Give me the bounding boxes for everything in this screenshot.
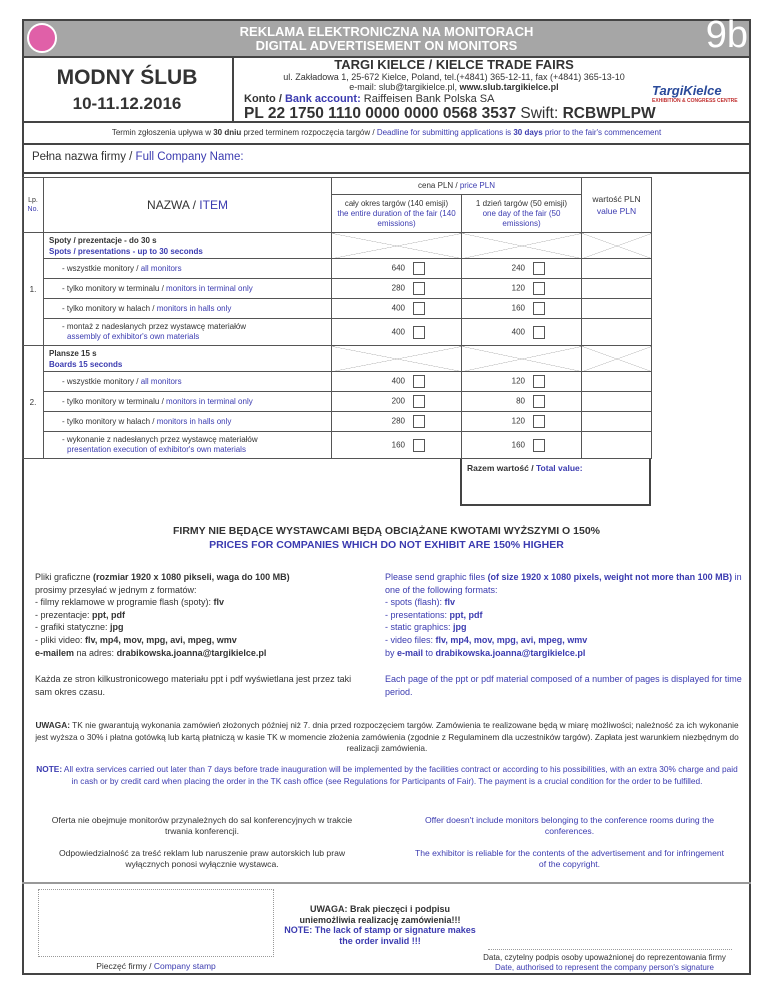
bold-text: jpg [110, 622, 124, 633]
divider [22, 172, 751, 174]
price-table [22, 177, 652, 459]
lp-en: No. [27, 206, 39, 213]
organizer-address: ul. Zakładowa 1, 25-672 Kielce, Poland, tel.(+4841) 365-12-11, fax (+4841) 365-13-10 [283, 72, 625, 82]
deadline-pl: Termin zgłoszenia upływa w [111, 128, 214, 137]
text-line [35, 571, 370, 584]
price-cell-full [332, 299, 462, 319]
price-value: 400 [391, 303, 405, 313]
item-name [44, 279, 332, 299]
price-cell-day [462, 432, 582, 459]
signature-label [458, 953, 751, 973]
liability-en: The exhibitor is reliable for the contents of the advertisement and for infringement of the copyright. [414, 848, 725, 869]
order-checkbox[interactable] [533, 395, 545, 408]
uwaga-label: UWAGA: [35, 720, 71, 730]
bold-text: ppt, pdf [92, 609, 126, 620]
organizer-www[interactable]: www.slub.targikielce.pl [459, 82, 559, 92]
stamp-en: Company stamp [153, 961, 216, 971]
stamp-warning [282, 904, 478, 946]
text: - presentations: [385, 609, 450, 620]
item-name-en: monitors in terminal only [166, 396, 253, 406]
text-line [385, 621, 745, 634]
files-pl [35, 571, 370, 659]
text: to [423, 647, 436, 658]
organizer [234, 57, 674, 92]
item-name-en: all monitors [140, 263, 182, 273]
crossed-cell [332, 233, 462, 259]
item-name [44, 299, 332, 319]
text: in one of the following formats: [385, 572, 742, 595]
price-value: 200 [391, 396, 405, 406]
title-pl: REKLAMA ELEKTRONICZNA NA MONITORACH [239, 24, 534, 39]
item-name-pl: - tylko monitory w halach / [62, 303, 157, 313]
files-en [385, 571, 745, 659]
signature-line[interactable] [488, 949, 732, 950]
order-checkbox[interactable] [413, 439, 425, 452]
organizer-email: e-mail: slub@targikielce.pl, [349, 82, 460, 92]
col2-pl: 1 dzień targów (50 emisji) [475, 198, 568, 208]
text: prosimy przesyłać w jednym z formatów: [35, 584, 197, 595]
value-cell[interactable] [582, 432, 652, 459]
event-box [22, 57, 234, 121]
bold-text: e-mailem [35, 647, 75, 658]
price-value: 160 [391, 440, 405, 450]
text-line [35, 621, 370, 634]
bank-label-pl: Konto / [244, 93, 285, 105]
section-title-pl: Plansze 15 s [49, 348, 97, 358]
bold-text: drabikowska.joanna@targikielce.pl [435, 647, 586, 658]
iban [244, 106, 656, 122]
bold-text: flv [444, 597, 456, 608]
liability-pl: Odpowiedzialność za treść reklam lub naruszenie praw autorskich lub praw wyłącznych ponosi wyłącznie wystawca. [58, 848, 346, 869]
text: - filmy reklamowe w programie flash (spoty): [35, 597, 214, 608]
price-value: 80 [516, 396, 525, 406]
deadline-en-end: prior to the fair's commencement [542, 128, 662, 137]
bold-text: jpg [453, 622, 467, 633]
bold-text: (of size 1920 x 1080 pixels, weight not more than 100 MB) [487, 572, 733, 582]
price-value: 400 [511, 327, 525, 337]
text: - grafiki statyczne: [35, 622, 111, 633]
value-header [582, 178, 652, 233]
value-cell[interactable] [582, 319, 652, 346]
text-line [385, 647, 745, 660]
crossed-cell [462, 346, 582, 372]
col-full-header [332, 195, 462, 233]
price-value: 280 [391, 416, 405, 426]
text: - pliki video: [35, 634, 86, 645]
text: Pliki graficzne [35, 572, 94, 582]
stamp-pl: Pieczęć firmy / [96, 961, 154, 971]
item-name-pl: - wykonanie z nadesłanych przez wystawcę materiałów [62, 435, 258, 444]
section-row [23, 233, 652, 259]
sig-en: Date, authorised to represent the company person's signature [495, 963, 714, 972]
section-title-pl: Spoty / prezentacje - do 30 s [49, 235, 157, 245]
text: - prezentacje: [35, 609, 93, 620]
logo-text: TargiKielce [652, 83, 722, 98]
total-en: Total value: [535, 463, 583, 473]
targi-kielce-logo [652, 84, 738, 104]
table-row [23, 279, 652, 299]
price-cell-full [332, 412, 462, 432]
price-cell-day [462, 259, 582, 279]
stamp-label [38, 961, 274, 971]
swift-code: RCBWPLPW [562, 105, 656, 122]
item-name [44, 432, 332, 459]
price-cell-full [332, 432, 462, 459]
swift-label: Swift: [516, 105, 563, 122]
note-label: NOTE: [36, 764, 63, 774]
price-cell-day [462, 392, 582, 412]
deadline-pl-end: przed terminem rozpoczęcia targów / [241, 128, 377, 137]
offer-pl: Oferta nie obejmuje monitorów przynależnych do sal konferencyjnych w trakcie trwania konferencji. [51, 815, 353, 836]
price-value: 240 [511, 263, 525, 273]
title-en: DIGITAL ADVERTISEMENT ON MONITORS [255, 38, 518, 53]
item-name [44, 319, 332, 346]
bold-text: drabikowska.joanna@targikielce.pl [116, 647, 267, 658]
table-row [23, 392, 652, 412]
value-cell[interactable] [582, 279, 652, 299]
bold-text: ppt, pdf [449, 609, 483, 620]
item-name-pl: - montaż z nadesłanych przez wystawcę materiałów [62, 322, 247, 331]
organizer-name: TARGI KIELCE / KIELCE TRADE FAIRS [334, 57, 574, 72]
order-checkbox[interactable] [533, 439, 545, 452]
item-name [44, 412, 332, 432]
price-pl: cena PLN / [418, 181, 460, 190]
deadline-en-bold: 30 days [513, 128, 543, 137]
item-name-en: monitors in halls only [156, 416, 232, 426]
text-line [385, 634, 745, 647]
price-cell-full [332, 319, 462, 346]
price-cell-full [332, 392, 462, 412]
text-line [385, 596, 745, 609]
text: - static graphics: [385, 622, 454, 633]
text-line [35, 634, 370, 647]
bold-text: flv [213, 597, 225, 608]
item-name-pl: - wszystkie monitory / [62, 376, 141, 386]
section-title [44, 346, 332, 372]
sig-pl: Data, czytelny podpis osoby upoważnionej do reprezentowania firmy [483, 953, 726, 962]
event-name: MODNY ŚLUB [56, 66, 198, 89]
bold-text: flv, mp4, mov, mpg, avi, mpeg, wmv [435, 634, 588, 645]
note-text: All extra services carried out later than 7 days before trade inauguration will be implemented by the facilities contract or according to his possibilities, with an extra 30% charge and paid in cash or by credit card when placing the order in the TK cash office (see Regulations for Participants of Fair). The payment is a crucial condition for the order to be fulfilled. [62, 764, 738, 786]
price-cell-day [462, 319, 582, 346]
value-cell[interactable] [582, 372, 652, 392]
price-value: 280 [391, 283, 405, 293]
total-pl: Razem wartość / [467, 463, 536, 473]
price-cell-full [332, 259, 462, 279]
lp-header [23, 178, 44, 233]
price-value: 120 [511, 416, 525, 426]
value-cell[interactable] [582, 412, 652, 432]
text: - video files: [385, 634, 436, 645]
order-checkbox[interactable] [533, 326, 545, 339]
item-name-en: monitors in halls only [156, 303, 232, 313]
section-title [44, 233, 332, 259]
table-row [23, 319, 652, 346]
text-line [35, 609, 370, 622]
item-name-pl: - tylko monitory w halach / [62, 416, 157, 426]
row-number: 1. [23, 233, 44, 346]
crossed-cell [332, 346, 462, 372]
item-name-en: presentation execution of exhibitor's own materials [67, 445, 246, 454]
order-checkbox[interactable] [533, 262, 545, 275]
price-table-wrapper [22, 177, 651, 506]
item-name-en: all monitors [140, 376, 182, 386]
divider [22, 882, 751, 884]
text: na adres: [74, 647, 117, 658]
total-value-box[interactable] [460, 459, 651, 506]
text: Please send graphic files [385, 572, 488, 582]
section-row [23, 346, 652, 372]
item-name-pl: - wszystkie monitory / [62, 263, 141, 273]
col1-en: the entire duration of the fair (140 emissions) [337, 208, 456, 228]
price-value: 120 [511, 283, 525, 293]
price-value: 640 [391, 263, 405, 273]
order-checkbox[interactable] [533, 375, 545, 388]
order-checkbox[interactable] [533, 302, 545, 315]
bold-text: (rozmiar 1920 x 1080 pikseli, waga do 100 MB) [93, 572, 290, 582]
price-cell-full [332, 279, 462, 299]
lack-pl: UWAGA: Brak pieczęci i podpisu uniemożliwia realizację zamówienia!!! [299, 904, 461, 925]
item-name-en: monitors in terminal only [166, 283, 253, 293]
company-name-field[interactable] [32, 150, 244, 164]
order-checkbox[interactable] [533, 415, 545, 428]
value-pl: wartość PLN [592, 194, 641, 204]
crossed-cell [582, 233, 652, 259]
crossed-cell [462, 233, 582, 259]
price-cell-full [332, 372, 462, 392]
text-line [35, 647, 370, 660]
text-line [385, 571, 745, 596]
pages-pl: Każda ze stron kilkustronicowego materiału ppt i pdf wyświetlana jest przez taki sam okres czasu. [35, 674, 352, 697]
price-cell-day [462, 372, 582, 392]
section-title-en: Boards 15 seconds [49, 359, 123, 369]
uwaga-note [34, 720, 740, 755]
lp-pl: Lp. [28, 197, 38, 204]
col2-en: one day of the fair (50 emissions) [482, 208, 561, 228]
text: - spots (flash): [385, 597, 445, 608]
item-name [44, 392, 332, 412]
row-number: 2. [23, 346, 44, 459]
item-name [44, 259, 332, 279]
item-name-pl: - tylko monitory w terminalu / [62, 396, 167, 406]
deadline-pl-bold: 30 dniu [213, 128, 242, 137]
order-checkbox[interactable] [413, 395, 425, 408]
section-title-en: Spots / presentations - up to 30 seconds [49, 246, 203, 256]
order-checkbox[interactable] [413, 415, 425, 428]
info-section [22, 57, 751, 123]
order-checkbox[interactable] [413, 302, 425, 315]
price-header [332, 178, 582, 195]
warning-pl: FIRMY NIE BĘDĄCE WYSTAWCAMI BĘDĄ OBCIĄŻANE KWOTAMI WYŻSZYMI O 150% [172, 525, 600, 537]
warning-en: PRICES FOR COMPANIES WHICH DO NOT EXHIBIT ARE 150% HIGHER [209, 539, 564, 551]
english-note [34, 764, 740, 787]
lack-en: NOTE: The lack of stamp or signature makes the order invalid !!! [284, 925, 476, 946]
deadline-en: Deadline for submitting applications is [376, 128, 514, 137]
text-line [35, 584, 370, 597]
col-day-header [462, 195, 582, 233]
item-header [44, 178, 332, 233]
event-logo-icon [27, 23, 57, 53]
value-cell[interactable] [582, 392, 652, 412]
form-header [22, 19, 751, 58]
table-row [23, 412, 652, 432]
price-value: 160 [511, 303, 525, 313]
item-name-pl: - tylko monitory w terminalu / [62, 283, 167, 293]
company-label-en: Full Company Name: [135, 151, 244, 163]
offer-en: Offer doesn't include monitors belonging to the conference rooms during the conferences. [424, 815, 715, 836]
price-cell-day [462, 279, 582, 299]
col1-pl: cały okres targów (140 emisji) [344, 198, 449, 208]
order-checkbox[interactable] [413, 282, 425, 295]
non-exhibitor-warning [22, 524, 751, 552]
form-number: 9b [705, 14, 748, 56]
bank-label-en: Bank account: [284, 93, 361, 105]
item-name-en: assembly of exhibitor's own materials [67, 332, 200, 341]
text-line [385, 609, 745, 622]
logo-subtitle: EXHIBITION & CONGRESS CENTRE [652, 98, 738, 104]
uwaga-text: TK nie gwarantują wykonania zamówień złożonych później niż 7. dnia przed rozpoczęciem targów. Zamówienia te realizowane będą w miarę możliwości; należność za ich wykonanie jest wyższa o 30% i płatna gotówką lub kartą płatniczą w kasie TK w momencie złożenia zamówienia (zgodnie z Regulaminem dla uczestników targów). Zapłata jest warunkiem niezbędnym do realizacji zamówienia. [35, 720, 739, 754]
value-cell[interactable] [582, 299, 652, 319]
bold-text: flv, mp4, mov, mpg, avi, mpeg, wmv [85, 634, 237, 645]
company-stamp-area[interactable] [38, 889, 274, 957]
table-row [23, 299, 652, 319]
table-row [23, 432, 652, 459]
price-value: 400 [391, 327, 405, 337]
item-en: ITEM [199, 198, 228, 212]
deadline-note [22, 123, 751, 145]
company-label-pl: Pełna nazwa firmy / [32, 151, 136, 163]
iban-number: PL 22 1750 1110 0000 0000 0568 3537 [244, 105, 517, 122]
price-value: 120 [511, 376, 525, 386]
bold-text: e-mail [397, 647, 424, 658]
value-en: value PLN [596, 206, 637, 216]
price-value: 160 [511, 440, 525, 450]
order-checkbox[interactable] [413, 375, 425, 388]
item-pl: NAZWA / [147, 198, 200, 212]
price-cell-day [462, 412, 582, 432]
pages-en: Each page of the ppt or pdf material composed of a number of pages is displayed for time period. [385, 674, 742, 697]
table-row [23, 259, 652, 279]
event-dates: 10-11.12.2016 [72, 94, 182, 113]
price-value: 400 [391, 376, 405, 386]
price-cell-day [462, 299, 582, 319]
table-row [23, 372, 652, 392]
item-name [44, 372, 332, 392]
order-checkbox[interactable] [413, 262, 425, 275]
value-cell[interactable] [582, 259, 652, 279]
bank-name: Raiffeisen Bank Polska SA [360, 93, 495, 105]
order-checkbox[interactable] [533, 282, 545, 295]
crossed-cell [582, 346, 652, 372]
text: by [385, 647, 398, 658]
text-line [35, 596, 370, 609]
price-en: price PLN [459, 181, 495, 190]
order-checkbox[interactable] [413, 326, 425, 339]
